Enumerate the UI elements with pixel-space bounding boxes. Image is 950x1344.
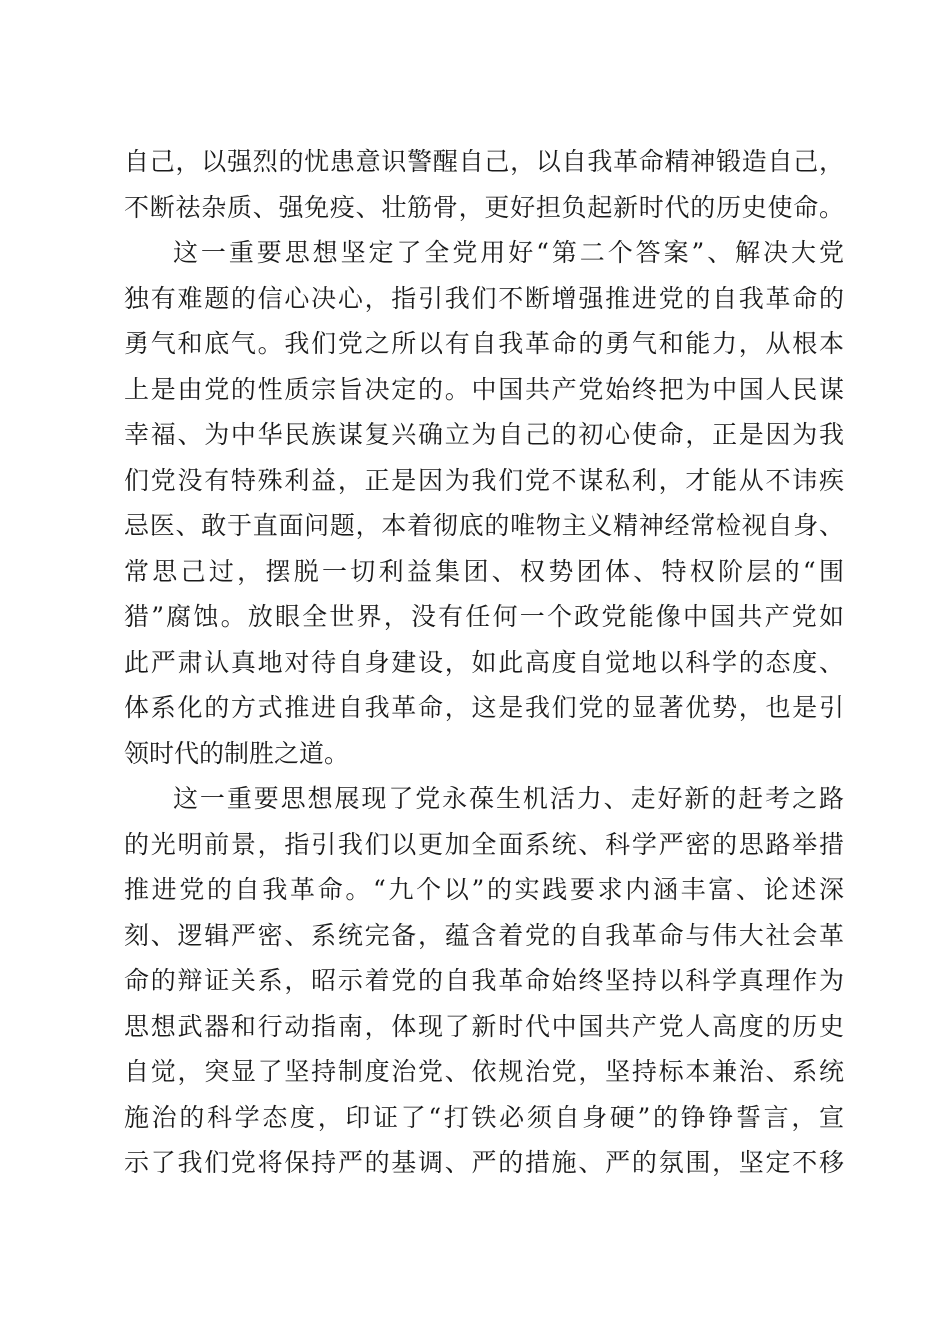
- body-text: [124, 139, 844, 1186]
- text-line: 们党没有特殊利益，正是因为我们党不谋私利，才能从不讳疾: [124, 465, 844, 495]
- text-line: 独有难题的信心决心，指引我们不断增强推进党的自我革命的: [124, 283, 844, 313]
- text-line: 思想武器和行动指南，体现了新时代中国共产党人高度的历史: [124, 1011, 844, 1041]
- text-line: 刻、逻辑严密、系统完备，蕴含着党的自我革命与伟大社会革: [124, 920, 844, 950]
- text-line: 上是由党的性质宗旨决定的。中国共产党始终把为中国人民谋: [124, 374, 844, 404]
- text-line: 自觉，突显了坚持制度治党、依规治党，坚持标本兼治、系统: [124, 1057, 844, 1086]
- paragraph-end-line: 领时代的制胜之道。: [124, 738, 350, 768]
- text-line: 示了我们党将保持严的基调、严的措施、严的氛围，坚定不移: [124, 1148, 844, 1177]
- text-line: 此严肃认真地对待自身建设，如此高度自觉地以科学的态度、: [124, 647, 844, 677]
- paragraph-start-line: 这一重要思想展现了党永葆生机活力、走好新的赶考之路: [173, 784, 844, 813]
- text-line: 推进党的自我革命。“九个以”的实践要求内涵丰富、论述深: [124, 875, 844, 904]
- text-line: 幸福、为中华民族谋复兴确立为自己的初心使命，正是因为我: [124, 420, 844, 449]
- text-line: 猎”腐蚀。放眼全世界，没有任何一个政党能像中国共产党如: [124, 602, 844, 631]
- text-line: 体系化的方式推进自我革命，这是我们党的显著优势，也是引: [124, 693, 844, 722]
- paragraph-start-line: 这一重要思想坚定了全党用好“第二个答案”、解决大党: [173, 238, 844, 267]
- text-line: 自己，以强烈的忧患意识警醒自己，以自我革命精神锻造自己，: [124, 147, 844, 176]
- text-line: 的光明前景，指引我们以更加全面系统、科学严密的思路举措: [124, 829, 844, 859]
- text-line: 常思己过，摆脱一切利益集团、权势团体、特权阶层的“围: [124, 556, 844, 586]
- text-line: 施治的科学态度，印证了“打铁必须自身硬”的铮铮誓言，宣: [124, 1102, 844, 1132]
- text-line: 不断祛杂质、强免疫、壮筋骨，更好担负起新时代的历史使命。: [124, 192, 844, 222]
- text-line: 忌医、敢于直面问题，本着彻底的唯物主义精神经常检视自身、: [124, 511, 844, 540]
- text-line: 勇气和底气。我们党之所以有自我革命的勇气和能力，从根本: [124, 329, 844, 358]
- text-line: 命的辩证关系，昭示着党的自我革命始终坚持以科学真理作为: [124, 966, 844, 995]
